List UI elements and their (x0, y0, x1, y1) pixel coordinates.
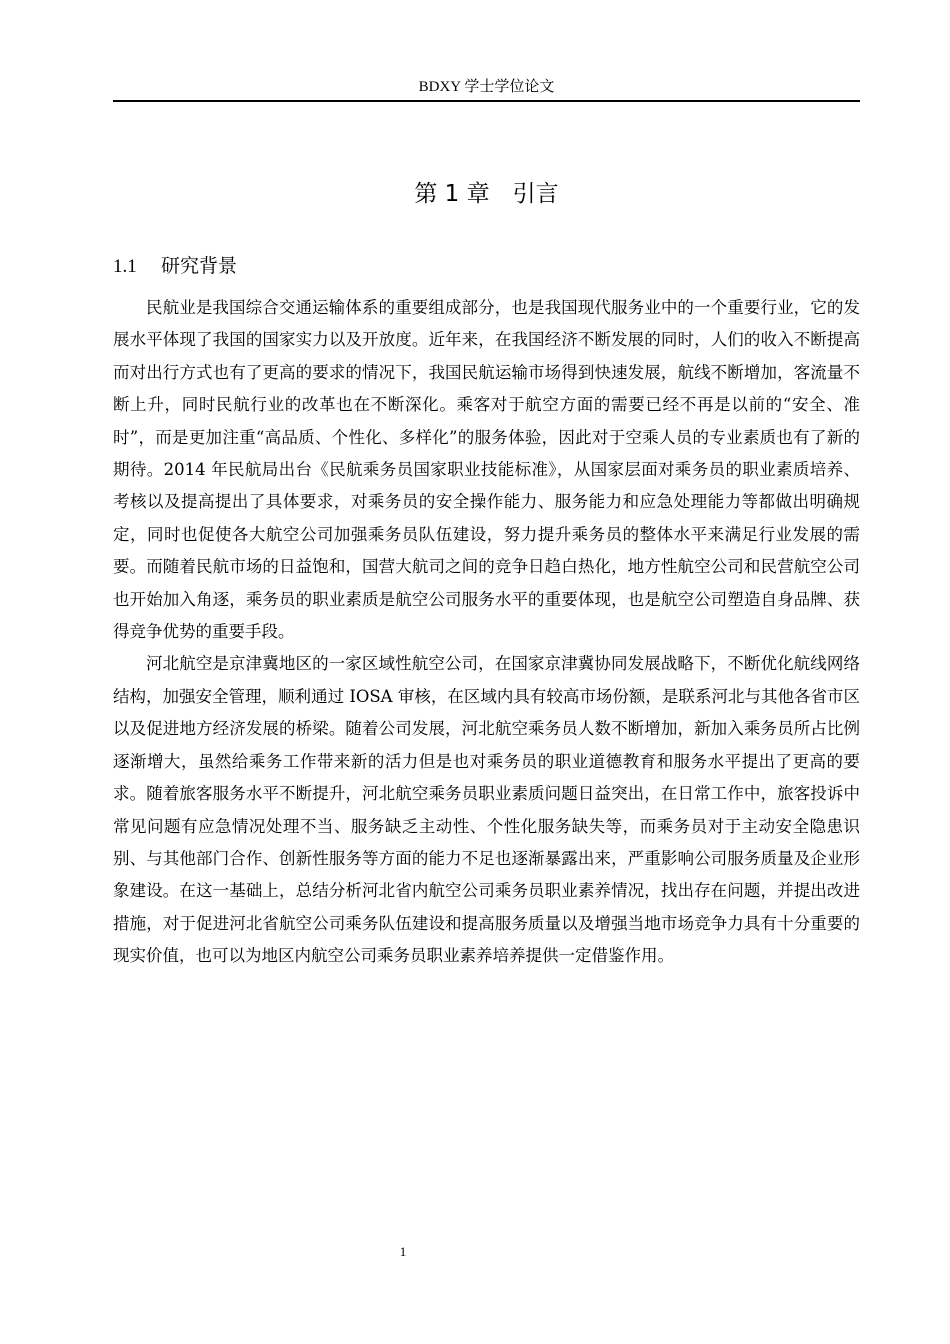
section-heading (113, 251, 237, 282)
header-rule (113, 100, 860, 102)
body-text (113, 292, 860, 973)
page-number: 1 (399, 1244, 407, 1259)
paragraph: 河北航空是京津冀地区的一家区域性航空公司，在国家京津冀协同发展战略下，不断优化航线网络结构，加强安全管理，顺利通过 IOSA 审核，在区域内具有较高市场份额，是联系河北与其他各省市区以及促进地方经济发展的桥梁。随着公司发展，河北航空乘务员人数不断增加，新加入乘务员所占比例逐渐增大，虽然给乘务工作带来新的活力但是也对乘务员的职业道德教育和服务水平提出了更高的要求。随着旅客服务水平不断提升，河北航空乘务员职业素质问题日益突出，在日常工作中，旅客投诉中常见问题有应急情况处理不当、服务缺乏主动性、个性化服务缺失等，而乘务员对于主动安全隐患识别、与其他部门合作、创新性服务等方面的能力不足也逐渐暴露出来，严重影响公司服务质量及企业形象建设。在这一基础上，总结分析河北省内航空公司乘务员职业素养情况，找出存在问题，并提出改进措施，对于促进河北省航空公司乘务队伍建设和提高服务质量以及增强当地市场竞争力具有十分重要的现实价值，也可以为地区内航空公司乘务员职业素养培养提供一定借鉴作用。 (113, 654, 860, 966)
running-header: BDXY 学士学位论文 (418, 79, 555, 95)
paragraph: 民航业是我国综合交通运输体系的重要组成部分，也是我国现代服务业中的一个重要行业，它的发展水平体现了我国的国家实力以及开放度。近年来，在我国经济不断发展的同时，人们的收入不断提高而对出行方式也有了更高的要求的情况下，我国民航运输市场得到快速发展，航线不断增加，客流量不断上升，同时民航行业的改革也在不断深化。乘客对于航空方面的需要已经不再是以前的“安全、准时”，而是更加注重“高品质、个性化、多样化”的服务体验，因此对于空乘人员的专业素质也有了新的期待。2014 年民航局出台《民航乘务员国家职业技能标准》，从国家层面对乘务员的职业素质培养、考核以及提高提出了具体要求，对乘务员的安全操作能力、服务能力和应急处理能力等都做出明确规定，同时也促使各大航空公司加强乘务员队伍建设，努力提升乘务员的整体水平来满足行业发展的需要。而随着民航市场的日益饱和，国营大航司之间的竞争日趋白热化，地方性航空公司和民营航空公司也开始加入角逐，乘务员的职业素质是航空公司服务水平的重要体现，也是航空公司塑造自身品牌、获得竞争优势的重要手段。 (113, 298, 860, 642)
section-title: 研究背景 (161, 255, 238, 277)
section-number: 1.1 (113, 256, 137, 277)
chapter-title: 第 1 章 引言 (414, 181, 559, 207)
